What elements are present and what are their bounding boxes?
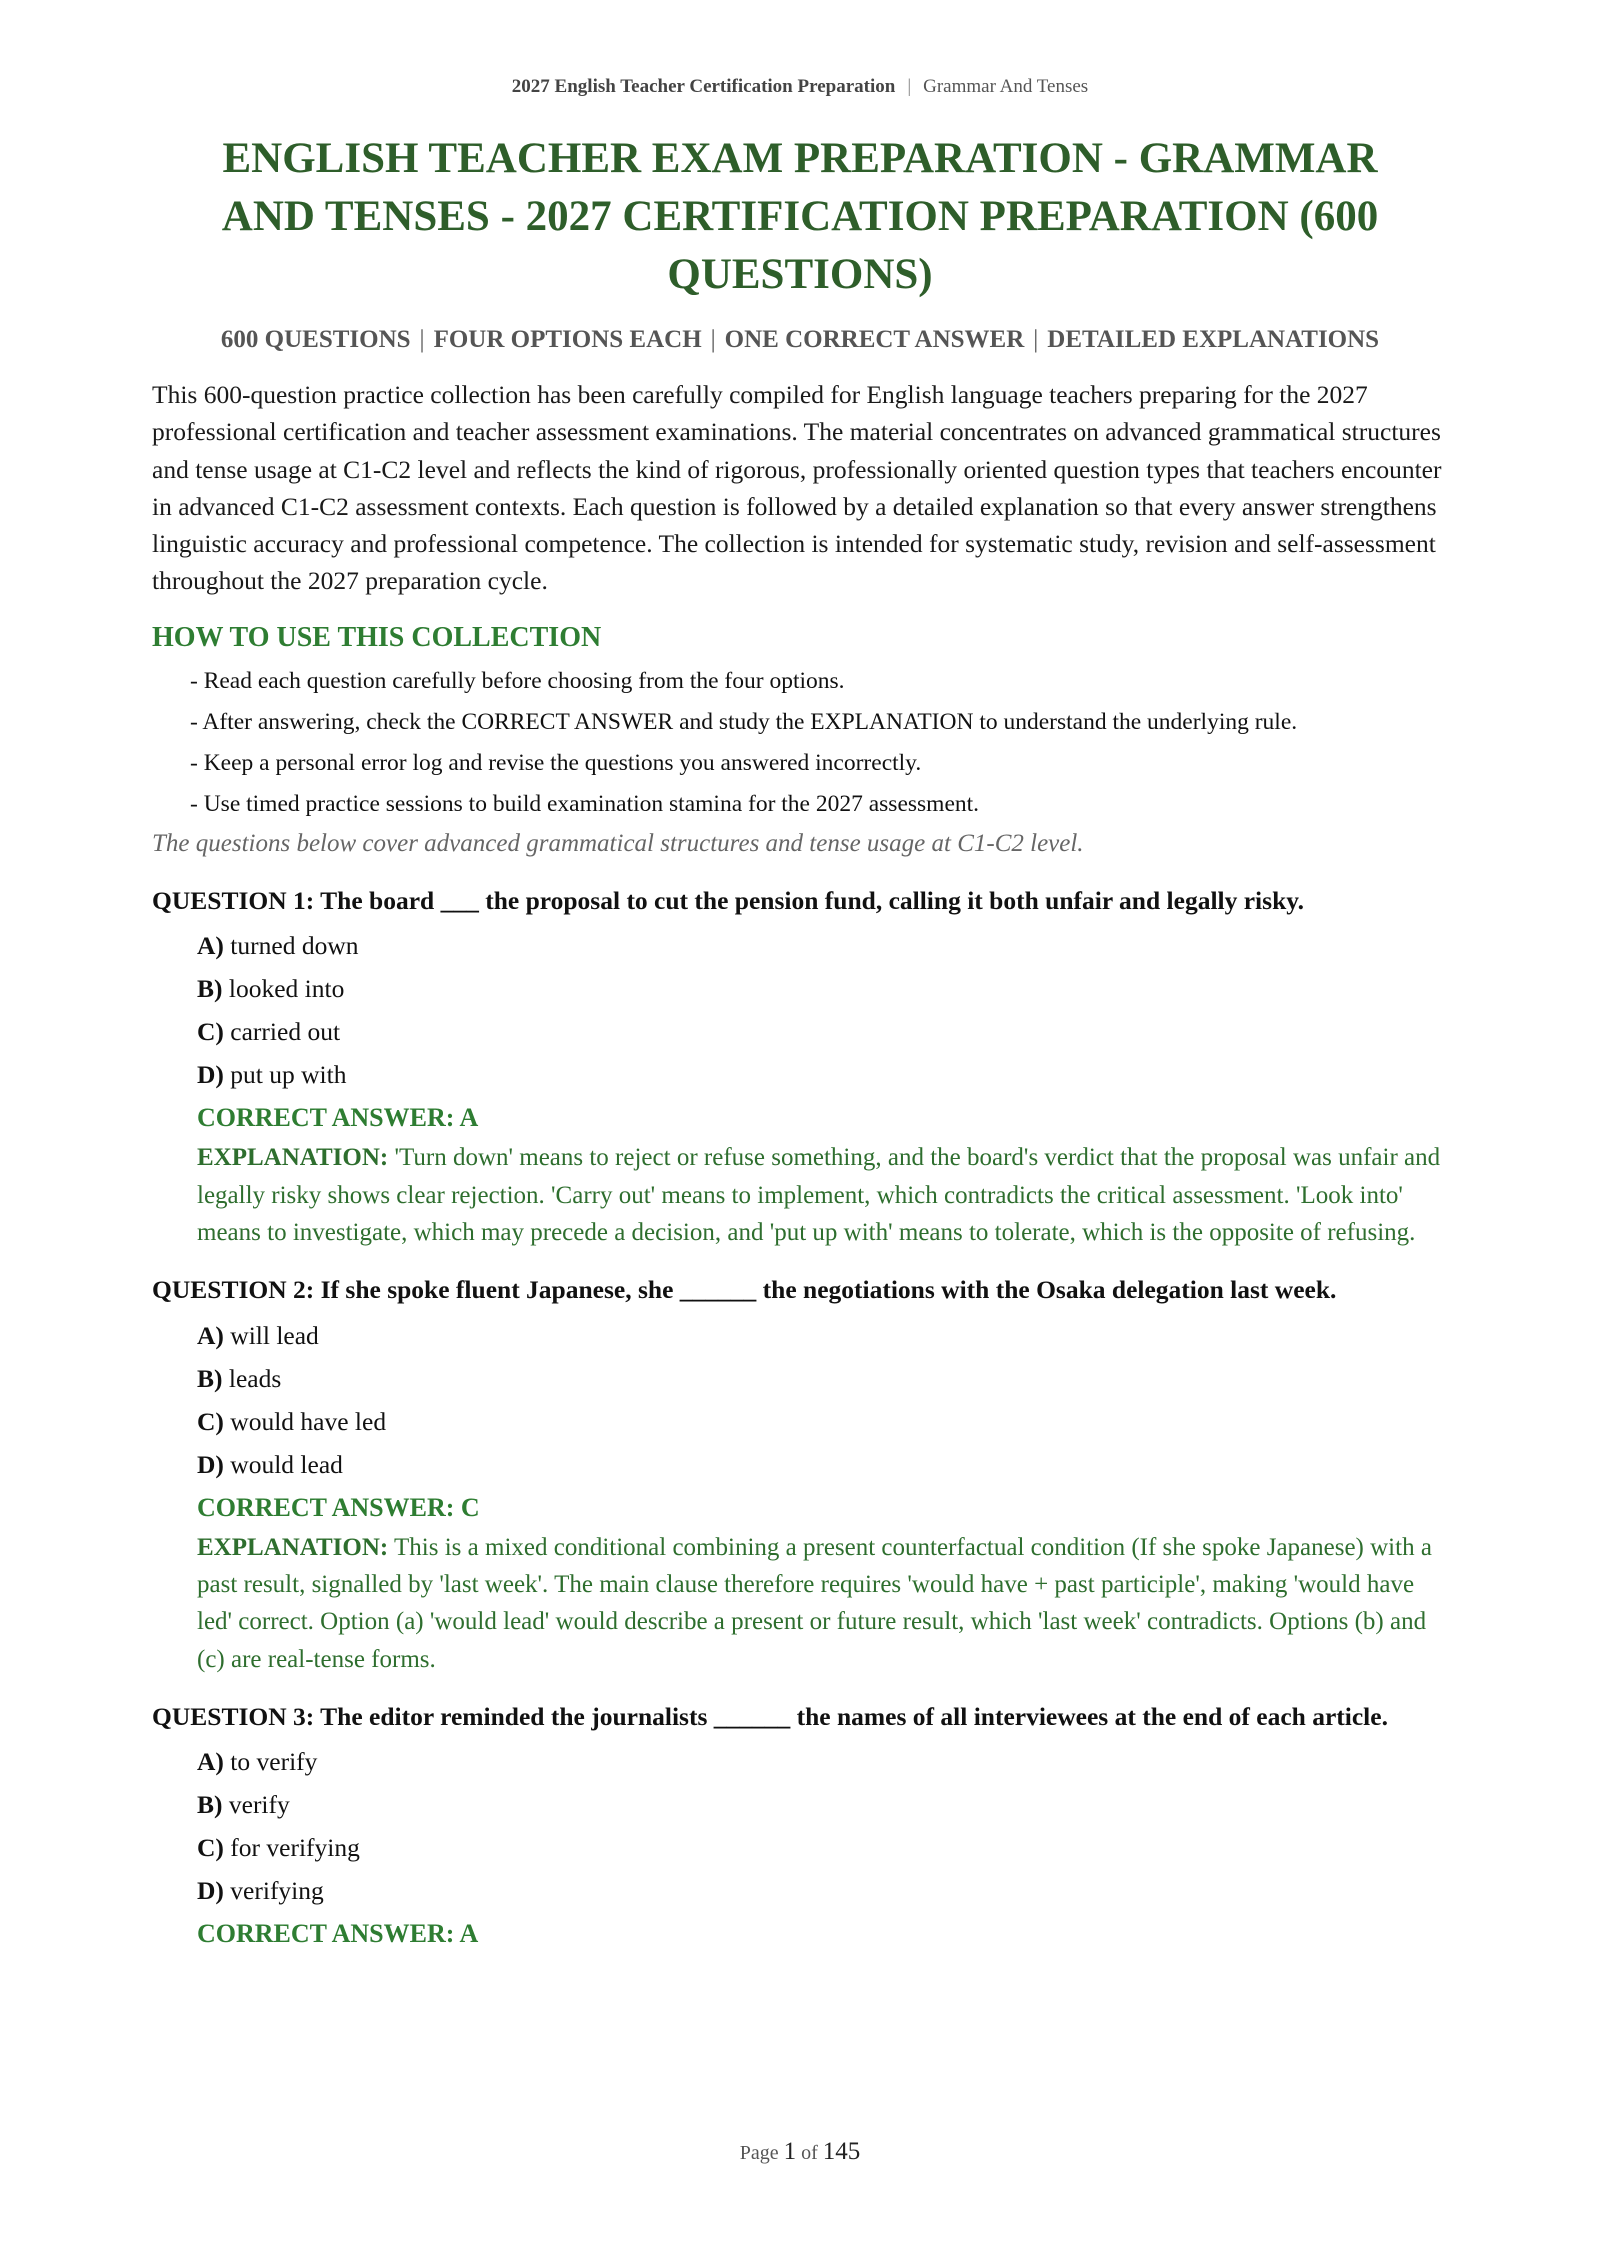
question-stem: QUESTION 1: The board ___ the proposal to cut the pension fund, calling it both unfair and legally risky. (152, 885, 1304, 915)
subtitle-item: 600 QUESTIONS (220, 326, 411, 353)
option-text: would lead (230, 1449, 343, 1479)
header-section: Grammar And Tenses (923, 76, 1089, 97)
document-title: ENGLISH TEACHER EXAM PREPARATION - GRAMMAR AND TENSES - 2027 CERTIFICATION PREPARATION (600 QUESTIONS) (221, 135, 1379, 298)
option-text: verify (228, 1790, 290, 1820)
option-text: looked into (228, 974, 345, 1004)
page-number: 1 (783, 2138, 797, 2165)
options-list (152, 924, 1448, 1096)
running-header (0, 76, 1600, 98)
list-item: - Use timed practice sessions to build examination stamina for the 2027 assessment. (190, 790, 980, 817)
option-text: carried out (230, 1017, 341, 1047)
option-text: to verify (230, 1747, 318, 1777)
page-word: Page (739, 2142, 779, 2164)
option-letter: A) (197, 931, 224, 961)
list-item: - Keep a personal error log and revise the questions you answered incorrectly. (190, 749, 922, 776)
option-letter: C) (197, 1406, 224, 1436)
option-text: would have led (230, 1406, 387, 1436)
question-block (152, 882, 1448, 1251)
option-text: for verifying (230, 1833, 360, 1863)
subtitle-item: ONE CORRECT ANSWER (724, 326, 1025, 353)
correct-answer: CORRECT ANSWER: A (197, 1919, 479, 1949)
subtitle-bar (152, 323, 1448, 357)
correct-answer: CORRECT ANSWER: A (197, 1103, 479, 1133)
option-letter: D) (197, 1449, 224, 1479)
options-list (152, 1740, 1448, 1912)
option-a (197, 1314, 1448, 1357)
option-letter: D) (197, 1876, 224, 1906)
option-letter: B) (197, 1363, 223, 1393)
option-a (197, 924, 1448, 967)
of-word: of (801, 2142, 818, 2164)
subtitle-item: DETAILED EXPLANATIONS (1047, 326, 1380, 353)
question-stem: QUESTION 2: If she spoke fluent Japanese, she ______ the negotiations with the Osaka delegation last week. (152, 1275, 1337, 1305)
option-text: leads (228, 1363, 282, 1393)
option-d (197, 1053, 1448, 1096)
option-letter: B) (197, 974, 223, 1004)
how-to-use-list (152, 664, 1448, 821)
option-b (197, 967, 1448, 1010)
option-a (197, 1740, 1448, 1783)
explanation-text: 'Turn down' means to reject or refuse something, and the board's verdict that the proposal was unfair and legally risky shows clear rejection. 'Carry out' means to implement, which contradicts the critical assessment. 'Look into' means to investigate, which may precede a decision, and 'put up with' means to tolerate, which is the opposite of refusing. (197, 1144, 1441, 1246)
option-d (197, 1443, 1448, 1486)
question-stem: QUESTION 3: The editor reminded the journalists ______ the names of all interviewees at the end of each article. (152, 1701, 1388, 1731)
option-letter: B) (197, 1790, 223, 1820)
subtitle-separator: | (1033, 326, 1039, 353)
subtitle-separator: | (419, 326, 425, 353)
option-letter: A) (197, 1320, 224, 1350)
options-list (152, 1314, 1448, 1486)
option-c (197, 1826, 1448, 1869)
total-pages: 145 (822, 2138, 861, 2165)
list-item: - After answering, check the CORRECT ANSWER and study the EXPLANATION to understand the underlying rule. (190, 708, 1298, 735)
how-to-use-heading: HOW TO USE THIS COLLECTION (152, 621, 602, 653)
option-b (197, 1783, 1448, 1826)
option-letter: C) (197, 1017, 224, 1047)
page-footer (0, 2138, 1600, 2166)
list-item: - Read each question carefully before choosing from the four options. (190, 667, 845, 694)
explanation-label: EXPLANATION: (197, 1533, 389, 1561)
option-c (197, 1010, 1448, 1053)
page-content (152, 130, 1448, 1955)
option-text: verifying (230, 1876, 324, 1906)
option-letter: D) (197, 1060, 224, 1090)
subtitle-separator: | (710, 326, 716, 353)
option-letter: A) (197, 1747, 224, 1777)
option-text: put up with (230, 1060, 347, 1090)
question-block (152, 1271, 1448, 1678)
option-text: turned down (230, 931, 359, 961)
option-text: will lead (230, 1320, 319, 1350)
option-d (197, 1869, 1448, 1912)
intro-paragraph: This 600-question practice collection has been carefully compiled for English language teachers preparing for the 2027 professional certification and teacher assessment examinations. The material concentrates on advanced grammatical structures and tense usage at C1-C2 level and reflects the kind of rigorous, professionally oriented question types that teachers encounter in advanced C1-C2 assessment contexts. Each question is followed by a detailed explanation so that every answer strengthens linguistic accuracy and professional competence. The collection is intended for systematic study, revision and self-assessment throughout the 2027 preparation cycle. (152, 380, 1442, 596)
correct-answer: CORRECT ANSWER: C (197, 1492, 480, 1522)
explanation (152, 1139, 1448, 1251)
option-b (197, 1357, 1448, 1400)
option-c (197, 1400, 1448, 1443)
subtitle-item: FOUR OPTIONS EACH (433, 326, 702, 353)
explanation-label: EXPLANATION: (197, 1144, 389, 1172)
option-letter: C) (197, 1833, 224, 1863)
header-book-title: 2027 English Teacher Certification Preparation (511, 76, 896, 97)
header-separator: | (907, 76, 912, 97)
question-block (152, 1698, 1448, 1956)
explanation-text: This is a mixed conditional combining a present counterfactual condition (If she spoke Japanese) with a past result, signalled by 'last week'. The main clause therefore requires 'would have + past participle', making 'would have led' correct. Option (a) 'would lead' would describe a present or future result, which 'last week' contradicts. Options (b) and (c) are real-tense forms. (197, 1533, 1432, 1673)
section-note: The questions below cover advanced grammatical structures and tense usage at C1-C2 level. (152, 829, 1084, 857)
explanation (152, 1529, 1448, 1678)
